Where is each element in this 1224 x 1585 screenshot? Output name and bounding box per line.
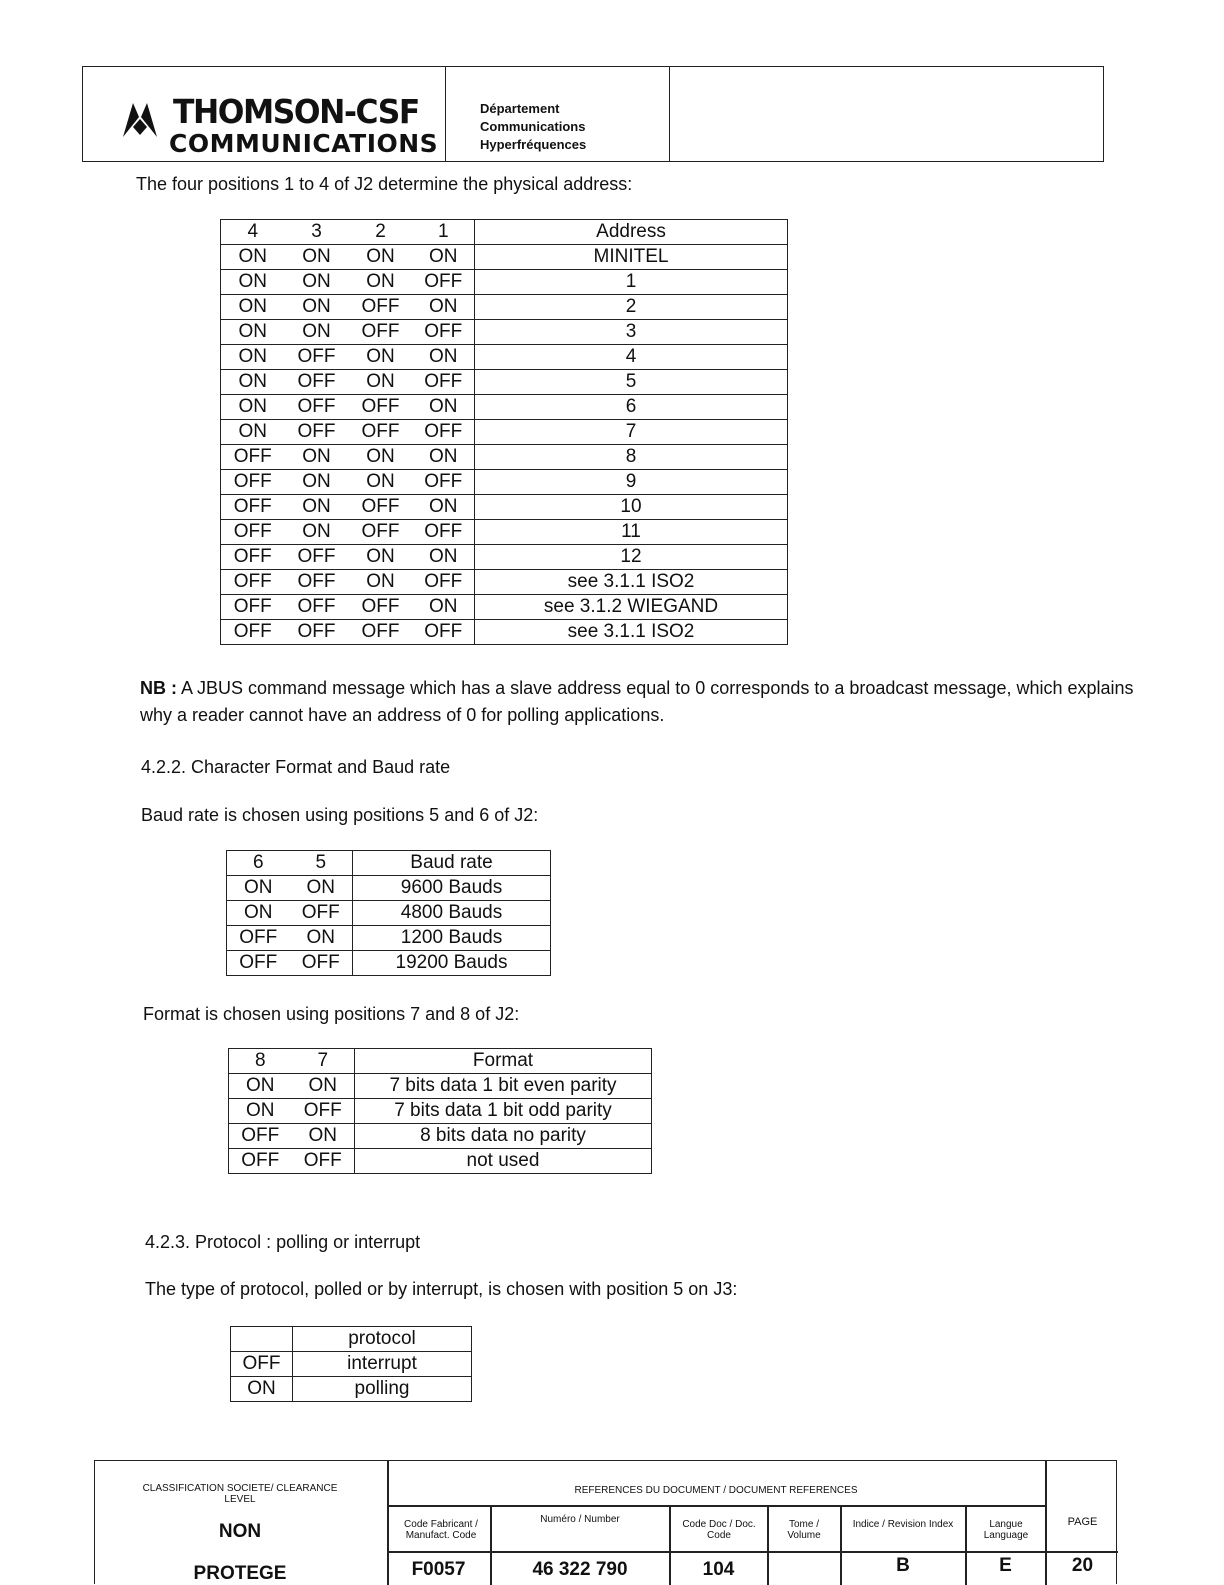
table-cell: ON bbox=[349, 470, 413, 495]
table-cell: ON bbox=[292, 1124, 355, 1149]
table-cell: OFF bbox=[413, 420, 475, 445]
table-row bbox=[231, 1352, 472, 1377]
table-cell: 5 bbox=[475, 370, 788, 395]
table-cell: ON bbox=[221, 345, 285, 370]
table-cell: OFF bbox=[349, 395, 413, 420]
table-row bbox=[227, 876, 551, 901]
logo-subtitle: COMMUNICATIONS bbox=[169, 129, 439, 158]
department-line: Hyperfréquences bbox=[480, 137, 587, 152]
table-row bbox=[221, 545, 788, 570]
table-cell: ON bbox=[221, 295, 285, 320]
number-label: Numéro / Number bbox=[540, 1514, 620, 1525]
table-cell: OFF bbox=[285, 395, 349, 420]
table-cell: OFF bbox=[413, 470, 475, 495]
table-cell: 8 bits data no parity bbox=[355, 1124, 652, 1149]
table-cell: OFF bbox=[413, 620, 475, 645]
revision-index-label: Indice / Revision Index bbox=[852, 1519, 954, 1530]
language-label: Langue Language bbox=[983, 1519, 1029, 1541]
table-cell: OFF bbox=[221, 620, 285, 645]
table-row bbox=[221, 520, 788, 545]
section-heading-422: 4.2.2. Character Format and Baud rate bbox=[141, 757, 451, 777]
table-cell: OFF bbox=[285, 370, 349, 395]
company-logo bbox=[83, 67, 446, 161]
table-cell: OFF bbox=[221, 570, 285, 595]
table-cell: see 3.1.1 ISO2 bbox=[475, 570, 788, 595]
document-header bbox=[82, 66, 1104, 162]
manufacturer-code-label: Code Fabricant / Manufact. Code bbox=[404, 1519, 478, 1541]
table-row bbox=[221, 320, 788, 345]
table-cell: ON bbox=[413, 595, 475, 620]
table-cell: 7 bbox=[475, 420, 788, 445]
doc-code-label: Code Doc / Doc. Code bbox=[682, 1519, 756, 1541]
table-cell: ON bbox=[285, 245, 349, 270]
table-cell: OFF bbox=[227, 951, 290, 976]
column-header bbox=[231, 1327, 293, 1352]
table-cell: ON bbox=[285, 445, 349, 470]
table-cell: ON bbox=[292, 1074, 355, 1099]
table-row bbox=[221, 295, 788, 320]
table-header-row bbox=[231, 1327, 472, 1352]
table-row bbox=[221, 470, 788, 495]
table-row bbox=[221, 495, 788, 520]
table-row bbox=[221, 345, 788, 370]
table-row bbox=[229, 1074, 652, 1099]
table-cell: OFF bbox=[285, 345, 349, 370]
table-cell: 4 bbox=[475, 345, 788, 370]
table-cell: OFF bbox=[349, 595, 413, 620]
table-cell: 10 bbox=[475, 495, 788, 520]
table-cell: ON bbox=[229, 1074, 292, 1099]
table-cell: ON bbox=[349, 545, 413, 570]
table-cell: 9600 Bauds bbox=[353, 876, 551, 901]
table-cell: OFF bbox=[221, 520, 285, 545]
table-cell: OFF bbox=[413, 320, 475, 345]
table-cell: 19200 Bauds bbox=[353, 951, 551, 976]
table-cell: OFF bbox=[413, 370, 475, 395]
language-value: E bbox=[999, 1555, 1012, 1576]
table-cell: OFF bbox=[349, 495, 413, 520]
table-row bbox=[221, 595, 788, 620]
table-cell: ON bbox=[229, 1099, 292, 1124]
table-cell: OFF bbox=[349, 520, 413, 545]
document-footer bbox=[94, 1460, 1117, 1584]
table-cell: ON bbox=[231, 1377, 293, 1402]
table-cell: OFF bbox=[413, 520, 475, 545]
page-label: PAGE bbox=[1067, 1516, 1098, 1528]
table-cell: polling bbox=[293, 1377, 472, 1402]
table-cell: ON bbox=[227, 876, 290, 901]
note-label: NB : bbox=[140, 678, 177, 698]
table-cell: MINITEL bbox=[475, 245, 788, 270]
table-cell: 9 bbox=[475, 470, 788, 495]
table-cell: ON bbox=[349, 445, 413, 470]
protocol-intro: The type of protocol, polled or by interrupt, is chosen with position 5 on J3: bbox=[145, 1279, 738, 1299]
column-header: Address bbox=[475, 220, 788, 245]
table-cell: see 3.1.2 WIEGAND bbox=[475, 595, 788, 620]
column-header: Format bbox=[355, 1049, 652, 1074]
table-cell: ON bbox=[285, 520, 349, 545]
table-cell: ON bbox=[221, 420, 285, 445]
column-header: Baud rate bbox=[353, 851, 551, 876]
table-cell: ON bbox=[285, 495, 349, 520]
thomson-logo-icon bbox=[117, 97, 163, 143]
table-cell: OFF bbox=[221, 445, 285, 470]
doc-code-value: 104 bbox=[702, 1559, 735, 1580]
column-header: 3 bbox=[285, 220, 349, 245]
table-cell: 4800 Bauds bbox=[353, 901, 551, 926]
table-cell: ON bbox=[221, 320, 285, 345]
table-row bbox=[221, 370, 788, 395]
table-row bbox=[221, 445, 788, 470]
column-header: 5 bbox=[290, 851, 353, 876]
format-table bbox=[228, 1048, 652, 1174]
table-row bbox=[231, 1377, 472, 1402]
section-heading-423: 4.2.3. Protocol : polling or interrupt bbox=[145, 1232, 421, 1252]
department-line: Département bbox=[480, 101, 560, 116]
table-cell: OFF bbox=[292, 1099, 355, 1124]
table-cell: 7 bits data 1 bit odd parity bbox=[355, 1099, 652, 1124]
table-row bbox=[221, 245, 788, 270]
table-cell: ON bbox=[290, 926, 353, 951]
table-cell: ON bbox=[227, 901, 290, 926]
table-cell: ON bbox=[221, 270, 285, 295]
table-cell: 8 bbox=[475, 445, 788, 470]
number-value: 46 322 790 bbox=[532, 1559, 628, 1580]
protocol-table bbox=[230, 1326, 472, 1402]
table-cell: OFF bbox=[413, 570, 475, 595]
table-cell: ON bbox=[349, 370, 413, 395]
table-cell: OFF bbox=[221, 470, 285, 495]
table-cell: ON bbox=[221, 395, 285, 420]
table-cell: OFF bbox=[285, 420, 349, 445]
table-cell: OFF bbox=[285, 545, 349, 570]
page-number: 20 bbox=[1071, 1555, 1094, 1576]
column-header: protocol bbox=[293, 1327, 472, 1352]
table-cell: ON bbox=[413, 395, 475, 420]
table-cell: 6 bbox=[475, 395, 788, 420]
table-row bbox=[221, 570, 788, 595]
table-cell: 12 bbox=[475, 545, 788, 570]
table-cell: OFF bbox=[229, 1124, 292, 1149]
volume-label: Tome / Volume bbox=[787, 1519, 821, 1541]
table-cell: 1200 Bauds bbox=[353, 926, 551, 951]
table-row bbox=[229, 1124, 652, 1149]
table-row bbox=[221, 395, 788, 420]
table-cell: ON bbox=[285, 470, 349, 495]
table-cell: OFF bbox=[413, 270, 475, 295]
references-label: REFERENCES DU DOCUMENT / DOCUMENT REFERENCES bbox=[574, 1485, 858, 1496]
table-cell: OFF bbox=[231, 1352, 293, 1377]
table-cell: OFF bbox=[221, 595, 285, 620]
table-cell: OFF bbox=[285, 570, 349, 595]
table-cell: ON bbox=[290, 876, 353, 901]
table-header-row bbox=[229, 1049, 652, 1074]
table-cell: ON bbox=[349, 570, 413, 595]
table-cell: 2 bbox=[475, 295, 788, 320]
table-cell: 11 bbox=[475, 520, 788, 545]
table-cell: OFF bbox=[227, 926, 290, 951]
classification-label: CLASSIFICATION SOCIETE/ CLEARANCE LEVEL bbox=[142, 1483, 338, 1505]
table-row bbox=[221, 620, 788, 645]
table-cell: ON bbox=[413, 345, 475, 370]
column-header: 4 bbox=[221, 220, 285, 245]
table-cell: ON bbox=[413, 545, 475, 570]
table-cell: not used bbox=[355, 1149, 652, 1174]
note-text: A JBUS command message which has a slave address equal to 0 corresponds to a broadcast message, which explains why a reader cannot have an address of 0 for polling applications. bbox=[140, 678, 1134, 725]
address-intro: The four positions 1 to 4 of J2 determine the physical address: bbox=[136, 174, 633, 194]
table-row bbox=[227, 926, 551, 951]
department-line: Communications bbox=[480, 119, 586, 134]
table-cell: ON bbox=[221, 245, 285, 270]
revision-index-value: B bbox=[896, 1555, 910, 1576]
column-header: 6 bbox=[227, 851, 290, 876]
table-row bbox=[229, 1149, 652, 1174]
table-cell: ON bbox=[285, 270, 349, 295]
department-block bbox=[446, 67, 670, 161]
table-row bbox=[221, 420, 788, 445]
table-cell: ON bbox=[285, 295, 349, 320]
table-cell: ON bbox=[413, 495, 475, 520]
table-cell: OFF bbox=[221, 545, 285, 570]
column-header: 8 bbox=[229, 1049, 292, 1074]
table-header-row bbox=[221, 220, 788, 245]
column-header: 2 bbox=[349, 220, 413, 245]
table-cell: ON bbox=[413, 295, 475, 320]
table-cell: OFF bbox=[349, 295, 413, 320]
table-cell: OFF bbox=[285, 620, 349, 645]
table-cell: ON bbox=[349, 245, 413, 270]
table-cell: ON bbox=[413, 245, 475, 270]
table-cell: OFF bbox=[285, 595, 349, 620]
table-row bbox=[227, 901, 551, 926]
table-cell: ON bbox=[285, 320, 349, 345]
baud-rate-table bbox=[226, 850, 551, 976]
table-row bbox=[221, 270, 788, 295]
address-table bbox=[220, 219, 788, 645]
logo-name: THOMSON-CSF bbox=[173, 92, 419, 131]
table-cell: OFF bbox=[229, 1149, 292, 1174]
table-cell: OFF bbox=[349, 320, 413, 345]
table-header-row bbox=[227, 851, 551, 876]
manufacturer-code-value: F0057 bbox=[411, 1559, 466, 1580]
table-cell: OFF bbox=[349, 620, 413, 645]
table-cell: OFF bbox=[290, 951, 353, 976]
table-cell: 1 bbox=[475, 270, 788, 295]
table-cell: ON bbox=[349, 345, 413, 370]
table-cell: OFF bbox=[292, 1149, 355, 1174]
table-row bbox=[229, 1099, 652, 1124]
table-cell: interrupt bbox=[293, 1352, 472, 1377]
table-cell: ON bbox=[221, 370, 285, 395]
table-cell: OFF bbox=[290, 901, 353, 926]
broadcast-note bbox=[140, 675, 1140, 729]
table-row bbox=[227, 951, 551, 976]
table-cell: see 3.1.1 ISO2 bbox=[475, 620, 788, 645]
format-intro: Format is chosen using positions 7 and 8 of J2: bbox=[143, 1004, 520, 1024]
table-cell: ON bbox=[413, 445, 475, 470]
column-header: 7 bbox=[292, 1049, 355, 1074]
table-cell: 7 bits data 1 bit even parity bbox=[355, 1074, 652, 1099]
table-cell: 3 bbox=[475, 320, 788, 345]
baud-intro: Baud rate is chosen using positions 5 and 6 of J2: bbox=[141, 805, 539, 825]
table-cell: ON bbox=[349, 270, 413, 295]
classification-value-2: PROTEGE bbox=[193, 1563, 287, 1584]
table-cell: OFF bbox=[349, 420, 413, 445]
classification-value: NON bbox=[218, 1521, 262, 1542]
column-header: 1 bbox=[413, 220, 475, 245]
table-cell: OFF bbox=[221, 495, 285, 520]
